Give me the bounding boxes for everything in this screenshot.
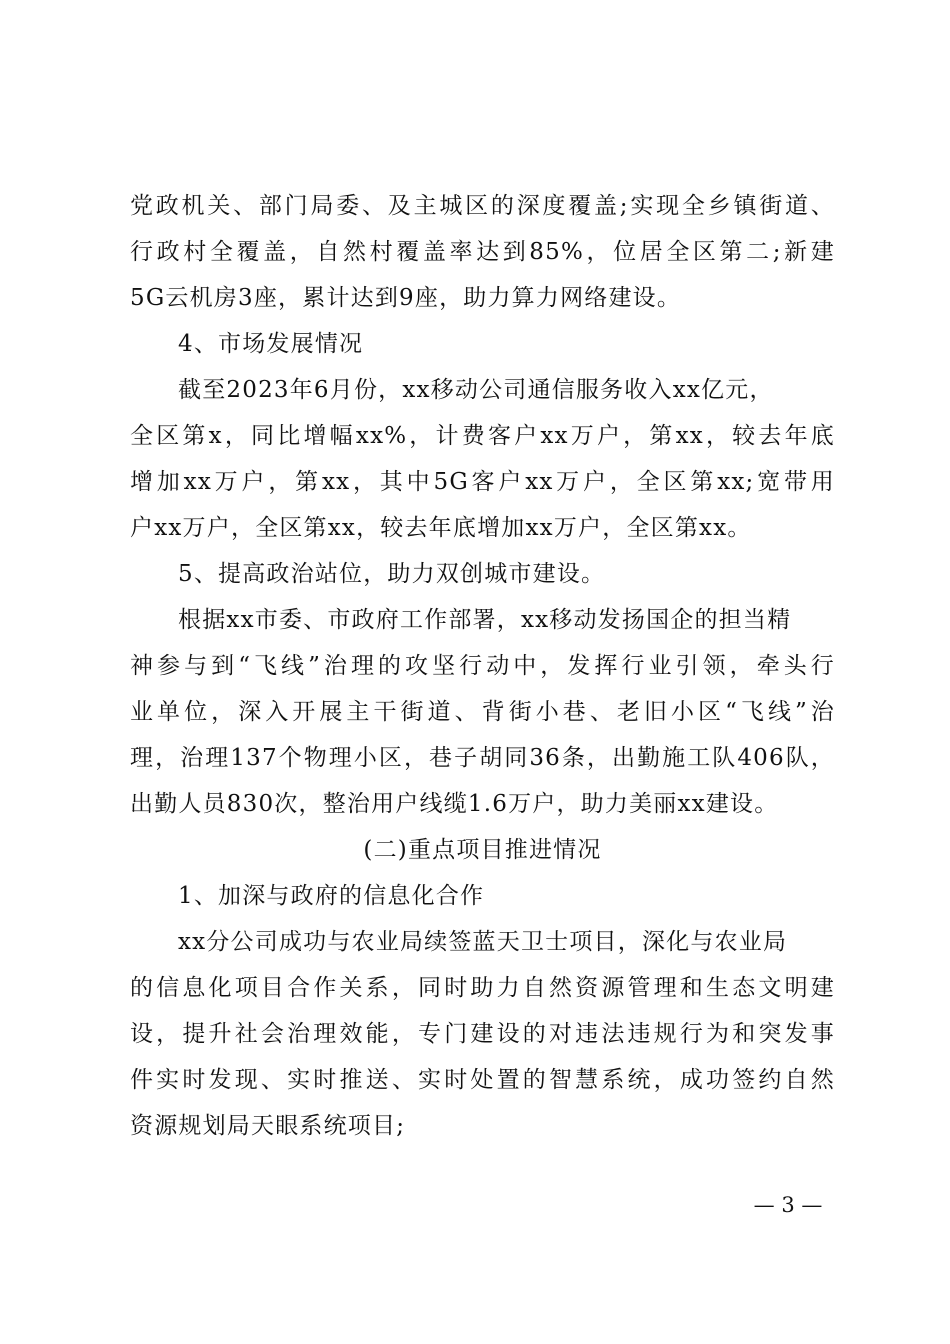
body-line-2: 行政村全覆盖，自然村覆盖率达到85%，位居全区第二;新建 [130, 239, 835, 265]
body-line-19: 设，提升社会治理效能，专门建设的对违法违规行为和突发事 [130, 1021, 835, 1047]
page-number: — 3 — [753, 1193, 823, 1217]
subsection-heading-government-cooperation: 1、加深与政府的信息化合作 [178, 883, 485, 909]
body-line-11: 神参与到“飞线”治理的攻坚行动中，发挥行业引领，牵头行 [130, 653, 835, 679]
body-line-17: xx分公司成功与农业局续签蓝天卫士项目，深化与农业局 [178, 929, 788, 955]
body-line-14: 出勤人员830次，整治用户线缆1.6万户，助力美丽xx建设。 [130, 791, 779, 817]
body-line-5: 截至2023年6月份，xx移动公司通信服务收入xx亿元， [178, 377, 774, 403]
body-line-13: 理，治理137个物理小区，巷子胡同36条，出勤施工队406队， [130, 745, 835, 771]
body-line-6: 全区第x，同比增幅xx%，计费客户xx万户，第xx，较去年底 [130, 423, 835, 449]
body-line-18: 的信息化项目合作关系，同时助力自然资源管理和生态文明建 [130, 975, 835, 1001]
section-heading-market-development: 4、市场发展情况 [178, 331, 364, 357]
body-line-3: 5G云机房3座，累计达到9座，助力算力网络建设。 [130, 285, 682, 311]
body-line-10: 根据xx市委、市政府工作部署，xx移动发扬国企的担当精 [178, 607, 792, 633]
body-line-12: 业单位，深入开展主干街道、背街小巷、老旧小区“飞线”治 [130, 699, 835, 725]
body-line-21: 资源规划局天眼系统项目; [130, 1113, 406, 1139]
body-line-8: 户xx万户，全区第xx，较去年底增加xx万户，全区第xx。 [130, 515, 752, 541]
body-line-7: 增加xx万户，第xx，其中5G客户xx万户，全区第xx;宽带用 [130, 469, 835, 495]
body-line-1: 党政机关、部门局委、及主城区的深度覆盖;实现全乡镇街道、 [130, 193, 835, 219]
section-title-key-projects: (二)重点项目推进情况 [363, 837, 602, 863]
body-line-20: 件实时发现、实时推送、实时处置的智慧系统，成功签约自然 [130, 1067, 835, 1093]
section-heading-political-standing: 5、提高政治站位，助力双创城市建设。 [178, 561, 606, 587]
